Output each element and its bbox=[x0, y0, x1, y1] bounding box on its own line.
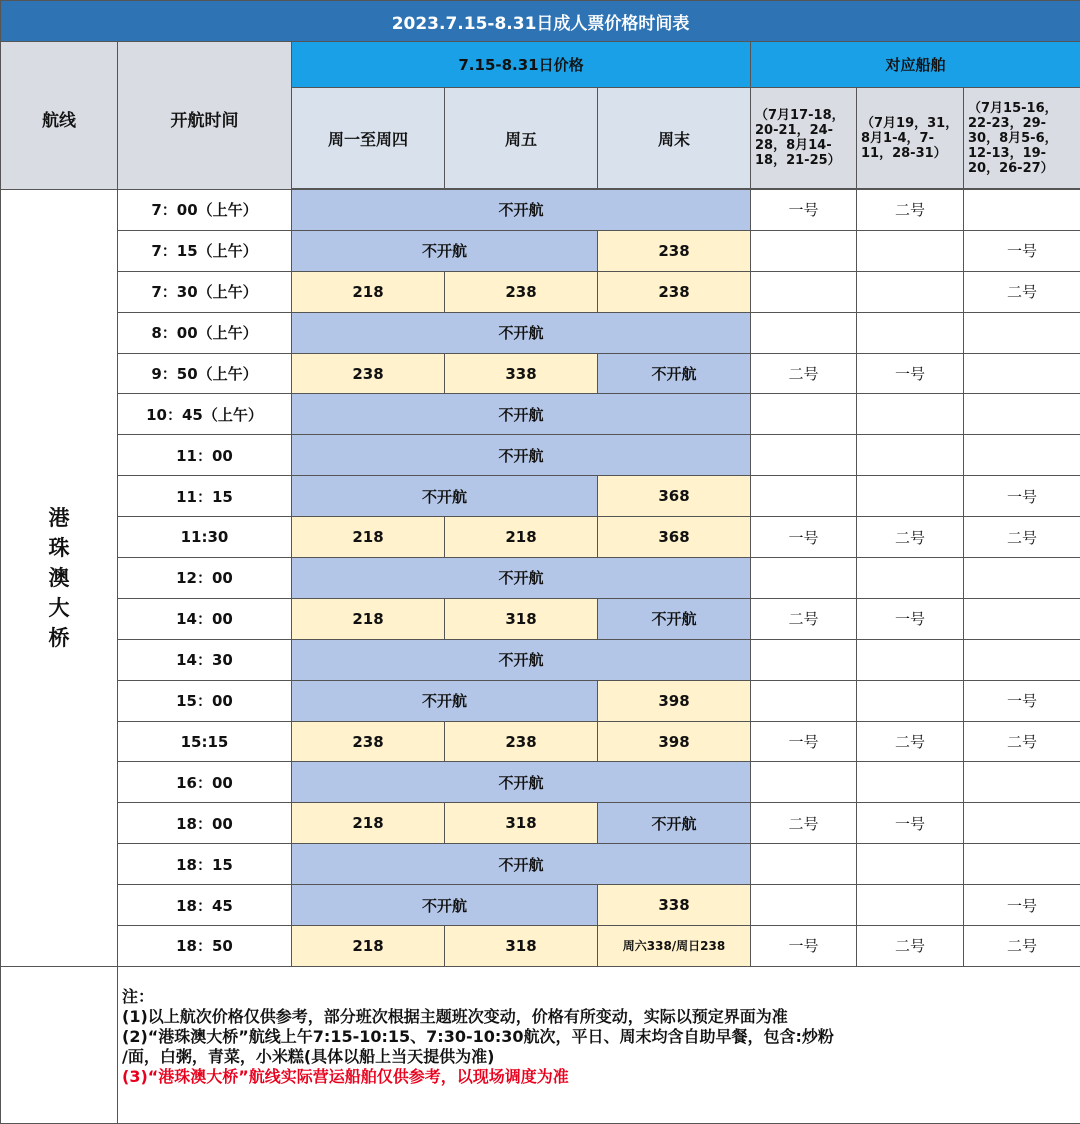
ship-cell bbox=[751, 762, 857, 803]
table-row bbox=[1, 762, 1080, 803]
table-title: 2023.7.15-8.31日成人票价格时间表 bbox=[1, 1, 1080, 42]
not-operating-cell: 不开航 bbox=[598, 353, 751, 394]
ship-cell: 一号 bbox=[751, 517, 857, 558]
ship-cell: 二号 bbox=[751, 803, 857, 844]
ship-cell bbox=[964, 803, 1080, 844]
ship-cell: 二号 bbox=[964, 517, 1080, 558]
table-row bbox=[1, 312, 1080, 353]
ship-cell bbox=[964, 558, 1080, 599]
price-cell: 238 bbox=[445, 271, 598, 312]
ship-cell: 一号 bbox=[857, 803, 964, 844]
not-operating-cell: 不开航 bbox=[292, 435, 751, 476]
departure-time: 16：00 bbox=[118, 762, 292, 803]
table-row bbox=[1, 680, 1080, 721]
ship-cell bbox=[751, 394, 857, 435]
price-cell: 238 bbox=[598, 271, 751, 312]
note-1: (1)以上航次价格仅供参考，部分班次根据主题班次变动，价格有所变动，实际以预定界面为准 bbox=[122, 1007, 1074, 1027]
not-operating-cell: 不开航 bbox=[598, 598, 751, 639]
ship-cell bbox=[751, 885, 857, 926]
ship-cell bbox=[857, 762, 964, 803]
ship-cell bbox=[857, 476, 964, 517]
table-row bbox=[1, 885, 1080, 926]
weekend-header: 周末 bbox=[598, 88, 751, 189]
ship-cell: 一号 bbox=[751, 190, 857, 231]
price-cell: 218 bbox=[292, 271, 445, 312]
ship-cell: 二号 bbox=[857, 926, 964, 967]
ship-cell bbox=[964, 844, 1080, 885]
price-group-header: 7.15-8.31日价格 bbox=[292, 42, 751, 88]
ship-cell bbox=[751, 680, 857, 721]
table-row bbox=[1, 558, 1080, 599]
ship-cell bbox=[964, 598, 1080, 639]
table-row bbox=[1, 230, 1080, 271]
table-row bbox=[1, 271, 1080, 312]
route-name-cell bbox=[1, 190, 118, 967]
ship-cell bbox=[751, 639, 857, 680]
price-cell: 218 bbox=[292, 517, 445, 558]
ship-schedule-1-header: （7月17-18，20-21，24-28，8月14-18，21-25） bbox=[751, 88, 857, 189]
table-row bbox=[1, 190, 1080, 231]
ship-cell bbox=[857, 435, 964, 476]
ship-cell: 一号 bbox=[964, 680, 1080, 721]
ship-schedule-2-header: （7月19，31，8月1-4，7-11，28-31） bbox=[857, 88, 964, 189]
table-row bbox=[1, 844, 1080, 885]
departure-time: 18：00 bbox=[118, 803, 292, 844]
departure-time: 14：30 bbox=[118, 639, 292, 680]
table-row bbox=[1, 598, 1080, 639]
ship-cell bbox=[857, 312, 964, 353]
not-operating-cell: 不开航 bbox=[292, 639, 751, 680]
ship-cell bbox=[964, 435, 1080, 476]
route-name-char: 港 bbox=[1, 503, 117, 533]
ship-cell bbox=[751, 230, 857, 271]
not-operating-cell: 不开航 bbox=[292, 762, 751, 803]
ship-cell bbox=[857, 844, 964, 885]
departure-time: 10：45（上午） bbox=[118, 394, 292, 435]
ship-cell bbox=[857, 885, 964, 926]
price-cell: 238 bbox=[292, 721, 445, 762]
not-operating-cell: 不开航 bbox=[292, 844, 751, 885]
price-cell: 218 bbox=[445, 517, 598, 558]
ship-schedule-3-header: （7月15-16，22-23，29-30，8月5-6，12-13，19-20，26-27） bbox=[964, 88, 1080, 189]
notes-section bbox=[118, 966, 1080, 1123]
price-cell: 238 bbox=[598, 230, 751, 271]
ship-cell bbox=[964, 394, 1080, 435]
ship-cell bbox=[964, 639, 1080, 680]
price-cell: 398 bbox=[598, 680, 751, 721]
price-cell: 周六338/周日238 bbox=[598, 926, 751, 967]
ship-cell: 二号 bbox=[857, 721, 964, 762]
time-header: 开航时间 bbox=[118, 42, 292, 190]
ship-cell bbox=[751, 271, 857, 312]
route-name-char: 大 bbox=[1, 593, 117, 623]
ship-cell bbox=[857, 639, 964, 680]
route-name-char: 珠 bbox=[1, 533, 117, 563]
not-operating-cell: 不开航 bbox=[598, 803, 751, 844]
departure-time: 8：00（上午） bbox=[118, 312, 292, 353]
price-cell: 368 bbox=[598, 476, 751, 517]
notes-left-blank bbox=[1, 966, 118, 1123]
ship-cell: 二号 bbox=[857, 517, 964, 558]
price-cell: 218 bbox=[292, 598, 445, 639]
route-name-char: 澳 bbox=[1, 563, 117, 593]
ship-cell: 一号 bbox=[857, 353, 964, 394]
departure-time: 7：00（上午） bbox=[118, 190, 292, 231]
price-cell: 368 bbox=[598, 517, 751, 558]
departure-time: 9：50（上午） bbox=[118, 353, 292, 394]
ship-cell: 二号 bbox=[964, 271, 1080, 312]
ship-cell: 一号 bbox=[751, 721, 857, 762]
not-operating-cell: 不开航 bbox=[292, 476, 598, 517]
not-operating-cell: 不开航 bbox=[292, 680, 598, 721]
departure-time: 18：50 bbox=[118, 926, 292, 967]
table-row bbox=[1, 639, 1080, 680]
ship-cell bbox=[751, 312, 857, 353]
not-operating-cell: 不开航 bbox=[292, 312, 751, 353]
note-3: (3)“港珠澳大桥”航线实际营运船舶仅供参考，以现场调度为准 bbox=[122, 1067, 1074, 1087]
price-cell: 338 bbox=[445, 353, 598, 394]
price-cell: 318 bbox=[445, 926, 598, 967]
ship-cell: 二号 bbox=[964, 926, 1080, 967]
table-row bbox=[1, 517, 1080, 558]
table-row bbox=[1, 435, 1080, 476]
ship-cell bbox=[857, 680, 964, 721]
ship-cell bbox=[857, 394, 964, 435]
departure-time: 15：00 bbox=[118, 680, 292, 721]
not-operating-cell: 不开航 bbox=[292, 394, 751, 435]
ship-cell: 二号 bbox=[964, 721, 1080, 762]
price-cell: 338 bbox=[598, 885, 751, 926]
ship-cell bbox=[751, 476, 857, 517]
table-row bbox=[1, 926, 1080, 967]
departure-time: 15:15 bbox=[118, 721, 292, 762]
not-operating-cell: 不开航 bbox=[292, 230, 598, 271]
ship-cell bbox=[857, 271, 964, 312]
ship-cell bbox=[751, 844, 857, 885]
fri-header: 周五 bbox=[445, 88, 598, 189]
ship-cell bbox=[857, 558, 964, 599]
route-name-char: 桥 bbox=[1, 623, 117, 653]
price-cell: 218 bbox=[292, 803, 445, 844]
ship-cell: 二号 bbox=[751, 353, 857, 394]
notes-heading: 注： bbox=[122, 987, 1074, 1007]
table-row bbox=[1, 353, 1080, 394]
departure-time: 11：15 bbox=[118, 476, 292, 517]
ship-cell bbox=[857, 230, 964, 271]
ship-cell: 一号 bbox=[964, 476, 1080, 517]
departure-time: 11:30 bbox=[118, 517, 292, 558]
ship-cell bbox=[751, 558, 857, 599]
note-2: (2)“港珠澳大桥”航线上午7:15-10:15、7:30-10:30航次，平日、周末均含自助早餐，包含:炒粉 bbox=[122, 1027, 1074, 1047]
ship-cell: 二号 bbox=[751, 598, 857, 639]
table-row bbox=[1, 803, 1080, 844]
ship-cell: 一号 bbox=[964, 230, 1080, 271]
table-row bbox=[1, 394, 1080, 435]
price-cell: 398 bbox=[598, 721, 751, 762]
departure-time: 12：00 bbox=[118, 558, 292, 599]
price-cell: 238 bbox=[292, 353, 445, 394]
departure-time: 11：00 bbox=[118, 435, 292, 476]
ship-cell: 一号 bbox=[857, 598, 964, 639]
table-row bbox=[1, 721, 1080, 762]
departure-time: 14：00 bbox=[118, 598, 292, 639]
departure-time: 18：15 bbox=[118, 844, 292, 885]
ship-cell bbox=[964, 190, 1080, 231]
not-operating-cell: 不开航 bbox=[292, 190, 751, 231]
price-cell: 318 bbox=[445, 803, 598, 844]
not-operating-cell: 不开航 bbox=[292, 885, 598, 926]
ship-cell: 一号 bbox=[964, 885, 1080, 926]
price-cell: 218 bbox=[292, 926, 445, 967]
departure-time: 7：30（上午） bbox=[118, 271, 292, 312]
departure-time: 18：45 bbox=[118, 885, 292, 926]
ship-cell bbox=[751, 435, 857, 476]
ship-cell bbox=[964, 762, 1080, 803]
table-row bbox=[1, 476, 1080, 517]
mon-thu-header: 周一至周四 bbox=[292, 88, 445, 189]
not-operating-cell: 不开航 bbox=[292, 558, 751, 599]
price-cell: 318 bbox=[445, 598, 598, 639]
note-2-continued: /面，白粥，青菜，小米糕(具体以船上当天提供为准) bbox=[122, 1047, 1074, 1067]
ship-group-header: 对应船舶 bbox=[751, 42, 1080, 88]
route-header: 航线 bbox=[1, 42, 118, 190]
ship-cell bbox=[964, 312, 1080, 353]
ship-cell bbox=[964, 353, 1080, 394]
departure-time: 7：15（上午） bbox=[118, 230, 292, 271]
ship-cell: 一号 bbox=[751, 926, 857, 967]
ship-cell: 二号 bbox=[857, 190, 964, 231]
price-cell: 238 bbox=[445, 721, 598, 762]
